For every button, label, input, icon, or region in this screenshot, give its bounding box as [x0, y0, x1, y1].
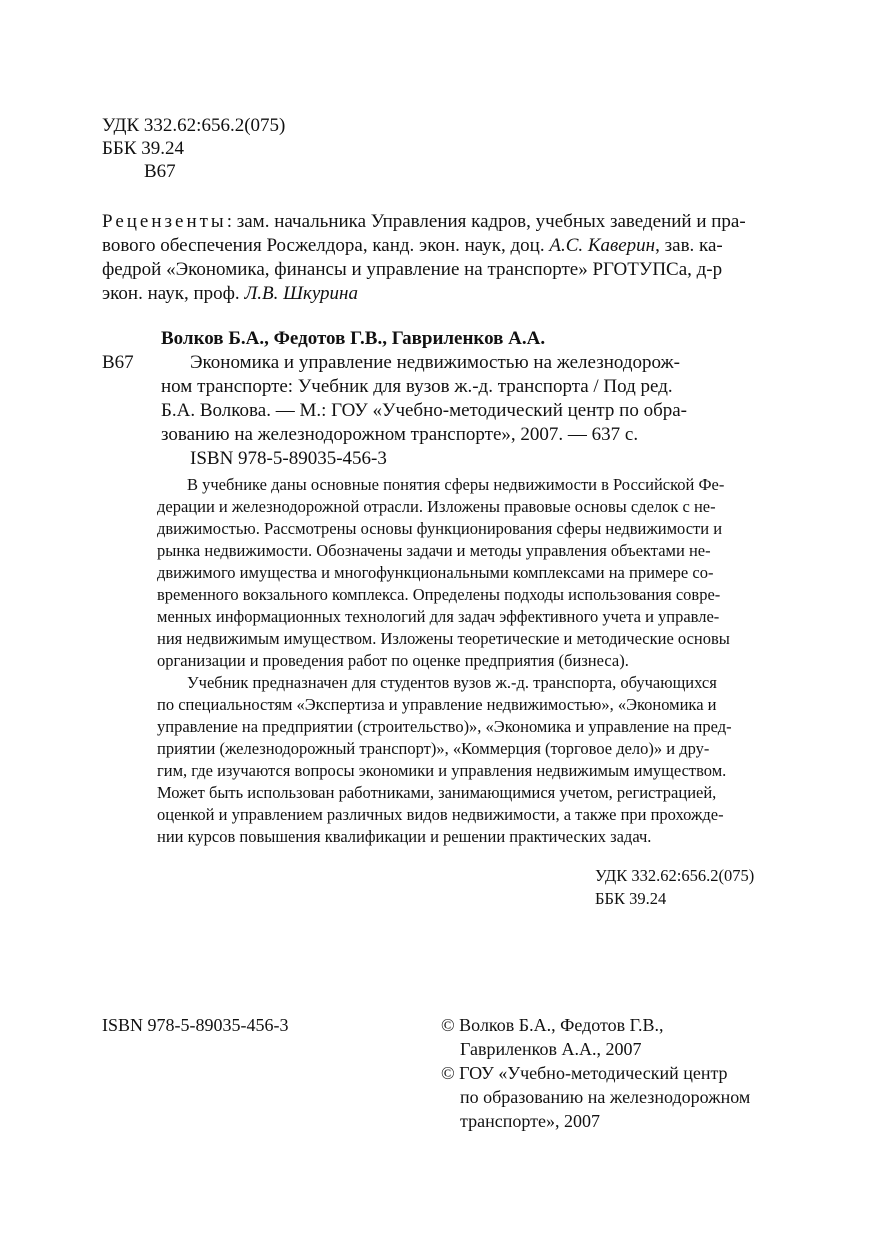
copyright-line: транспорте», 2007: [460, 1111, 600, 1131]
annotation-line: по специальностям «Экспертиза и управление недвижимостью», «Экономика и: [157, 695, 717, 714]
annotation-line: гим, где изучаются вопросы экономики и управления недвижимым имуществом.: [157, 761, 727, 780]
reviewers-text: : зам. начальника Управления кадров, учебных заведений и пра-: [226, 211, 746, 232]
annotation-line: организации и проведения работ по оценке предприятия (бизнеса).: [157, 651, 629, 670]
annotation-line: движимого имущества и многофункциональными комплексами на примере со-: [157, 563, 714, 582]
annotation-line: Учебник предназначен для студентов вузов ж.-д. транспорта, обучающихся: [187, 673, 717, 692]
annotation-line: дерации и железнодорожной отрасли. Изложены правовые основы сделок с не-: [157, 497, 716, 516]
annotation-line: управление на предприятии (строительство)», «Экономика и управление на пред-: [157, 717, 732, 736]
annotation-line: оценкой и управлением различных видов недвижимости, а также при прохожде-: [157, 805, 724, 824]
annotation-line: В учебнике даны основные понятия сферы недвижимости в Российской Фе-: [187, 475, 725, 494]
copyright-line: © Волков Б.А., Федотов Г.В.,: [441, 1015, 664, 1035]
bib-line-3: Б.А. Волкова. — М.: ГОУ «Учебно-методический центр по обра-: [161, 400, 688, 421]
copyright-line: © ГОУ «Учебно-методический центр: [441, 1063, 728, 1083]
annotation-line: нии курсов повышения квалификации и решении практических задач.: [157, 827, 652, 846]
reviewers-text: экон. наук, проф.: [102, 283, 240, 304]
annotation-line: Может быть использован работниками, занимающимися учетом, регистрацией,: [157, 783, 717, 802]
classification-udk: УДК 332.62:656.2(075): [595, 866, 755, 885]
header-code: В67: [144, 161, 176, 182]
bib-line-1: Экономика и управление недвижимостью на железнодорож-: [190, 352, 680, 373]
header-bbk: ББК 39.24: [102, 138, 184, 159]
annotation-line: менных информационных технологий для задач эффективного учета и управле-: [157, 607, 720, 626]
footer-isbn: ISBN 978-5-89035-456-3: [102, 1015, 289, 1035]
authors: Волков Б.А., Федотов Г.В., Гавриленков А.А.: [161, 328, 546, 349]
reviewer-name: Л.В. Шкурина: [244, 283, 358, 304]
annotation-line: временного вокзального комплекса. Определены подходы использования совре-: [157, 585, 721, 604]
annotation-line: движимостью. Рассмотрены основы функционирования сферы недвижимости и: [157, 519, 723, 538]
reviewer-name: А.С. Каверин: [549, 235, 656, 256]
bib-line-2: ном транспорте: Учебник для вузов ж.-д. транспорта / Под ред.: [161, 376, 673, 397]
reviewers-label: Рецензенты: [102, 211, 227, 232]
annotation-line: ния недвижимым имуществом. Изложены теоретические и методические основы: [157, 629, 730, 648]
copyright-line: по образованию на железнодорожном: [460, 1087, 751, 1107]
reviewers-text: вового обеспечения Росжелдора, канд. экон. наук, доц.: [102, 235, 545, 256]
classification-bbk: ББК 39.24: [595, 889, 667, 908]
reviewers-line-3: федрой «Экономика, финансы и управление на транспорте» РГОТУПСа, д-р: [102, 259, 723, 280]
bib-isbn: ISBN 978-5-89035-456-3: [190, 448, 387, 469]
reviewers-text: , зав. ка-: [655, 235, 723, 256]
annotation-line: рынка недвижимости. Обозначены задачи и методы управления объектами не-: [157, 541, 711, 560]
copyright-line: Гавриленков А.А., 2007: [460, 1039, 642, 1059]
bib-code: В67: [102, 352, 134, 373]
bib-line-4: зованию на железнодорожном транспорте», 2007. — 637 с.: [161, 424, 639, 445]
reviewers-line-1: [102, 210, 746, 234]
reviewers-line-2: [102, 234, 723, 258]
header-udk: УДК 332.62:656.2(075): [102, 115, 286, 136]
reviewers-line-4: [102, 282, 358, 306]
annotation-line: приятии (железнодорожный транспорт)», «Коммерция (торговое дело)» и дру-: [157, 739, 710, 758]
